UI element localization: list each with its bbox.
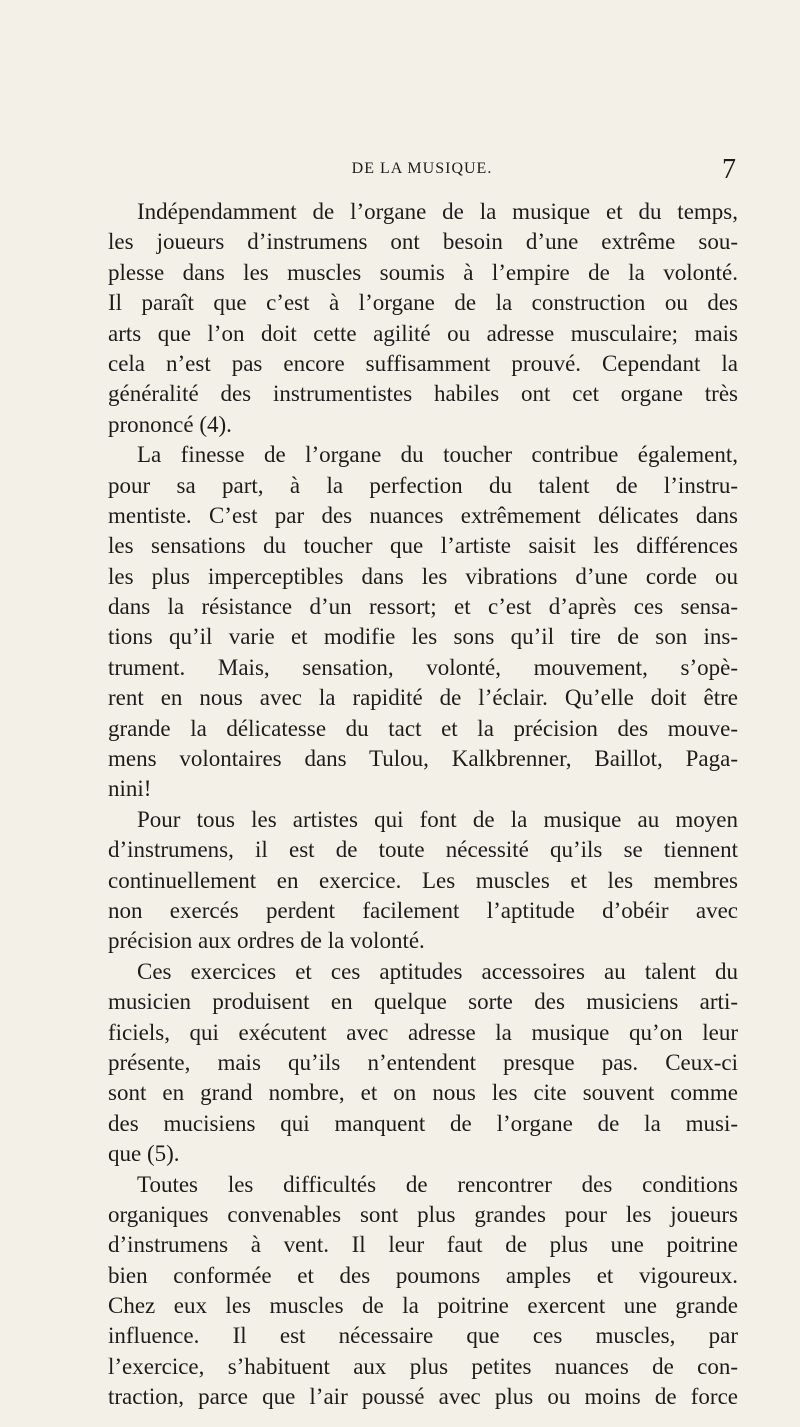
text-line: cela n’est pas encore suffisamment prouvé. Cependant la <box>108 350 738 376</box>
text-line: sont en grand nombre, et on nous les cite souvent comme <box>108 1080 738 1106</box>
text-line: les joueurs d’instrumens ont besoin d’une extrême sou- <box>108 229 738 255</box>
text-line: traction, parce que l’air poussé avec plus ou moins de force <box>108 1384 738 1410</box>
text-line: d’instrumens, il est de toute nécessité qu’ils se tiennent <box>108 837 738 863</box>
text-line: Pour tous les artistes qui font de la musique au moyen <box>137 806 738 832</box>
text-line: mentiste. C’est par des nuances extrêmement délicates dans <box>108 502 738 528</box>
body-text <box>108 197 738 1413</box>
text-line: grande la délicatesse du tact et la précision des mouve- <box>108 715 738 741</box>
text-line: mens volontaires dans Tulou, Kalkbrenner, Baillot, Paga- <box>108 746 738 772</box>
page-number: 7 <box>722 154 736 185</box>
text-line: nini! <box>108 776 152 802</box>
text-line: organiques convenables sont plus grandes pour les joueurs <box>108 1201 738 1227</box>
text-line: musicien produisent en quelque sorte des musiciens arti- <box>108 989 738 1015</box>
text-line: les sensations du toucher que l’artiste saisit les différences <box>108 533 738 559</box>
text-line: des mucisiens qui manquent de l’organe de la musi- <box>108 1110 738 1136</box>
text-line: influence. Il est nécessaire que ces muscles, par <box>108 1323 738 1349</box>
text-line: Il paraît que c’est à l’organe de la construction ou des <box>108 290 738 316</box>
text-line: continuellement en exercice. Les muscles et les membres <box>108 867 738 893</box>
text-line: Ces exercices et ces aptitudes accessoires au talent du <box>137 958 738 984</box>
text-line: Toutes les difficultés de rencontrer des conditions <box>137 1171 738 1197</box>
text-line: ficiels, qui exécutent avec adresse la musique qu’on leur <box>108 1019 738 1045</box>
text-line: Indépendamment de l’organe de la musique et du temps, <box>137 199 738 224</box>
text-line: tions qu’il varie et modifie les sons qu’il tire de son ins- <box>108 624 738 650</box>
text-line: dans la résistance d’un ressort; et c’est d’après ces sensa- <box>108 594 738 620</box>
text-line: pour sa part, à la perfection du talent de l’instru- <box>108 472 738 498</box>
text-line: rent en nous avec la rapidité de l’éclair. Qu’elle doit être <box>108 685 738 711</box>
text-line: trument. Mais, sensation, volonté, mouvement, s’opè- <box>108 654 738 680</box>
text-line: La finesse de l’organe du toucher contribue également, <box>137 442 738 468</box>
running-head <box>108 154 736 190</box>
text-line: plesse dans les muscles soumis à l’empire de la volonté. <box>108 259 738 285</box>
text-line: prononcé (4). <box>108 411 232 437</box>
text-line: précision aux ordres de la volonté. <box>108 928 425 954</box>
text-line: non exercés perdent facilement l’aptitude d’obéir avec <box>108 897 738 923</box>
text-line: l’exercice, s’habituent aux plus petites nuances de con- <box>108 1353 738 1379</box>
text-line: généralité des instrumentistes habiles ont cet organe très <box>108 381 738 407</box>
running-title: DE LA MUSIQUE. <box>351 160 493 177</box>
text-line: bien conformée et des poumons amples et vigoureux. <box>108 1262 738 1288</box>
text-line: présente, mais qu’ils n’entendent presque pas. Ceux-ci <box>108 1049 738 1075</box>
text-line: d’instrumens à vent. Il leur faut de plus une poitrine <box>108 1232 738 1258</box>
text-line: Chez eux les muscles de la poitrine exercent une grande <box>108 1293 738 1319</box>
text-line: arts que l’on doit cette agilité ou adresse musculaire; mais <box>108 320 738 346</box>
text-line: que (5). <box>108 1141 180 1167</box>
text-line: les plus imperceptibles dans les vibrations d’une corde ou <box>108 563 738 589</box>
